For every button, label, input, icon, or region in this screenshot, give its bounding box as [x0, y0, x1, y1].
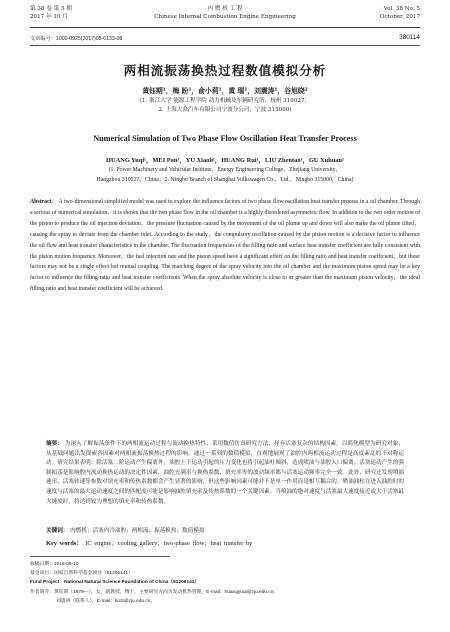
title-en: Numerical Simulation of Two Phase Flow Oscillation Heat Transfer Process: [93, 134, 357, 143]
keywords-cn-label: 关键词：: [46, 528, 69, 534]
corresponding-author: 刘震涛（联系人），E-mail：liuzt@zju.edu.cn。: [56, 598, 156, 604]
article-meta: [30, 35, 420, 42]
authors-cn: 黄钰期¹，梅 盼¹，俞小莉¹，黄 瑞¹，刘震涛¹，谷旭晓²: [142, 87, 308, 95]
authors-en: HUANG Yuqi¹，MEI Pan¹，YU Xiaoli¹，HUANG Rui¹，LIU Zhentao¹，GU Xuhuan²: [106, 157, 344, 164]
volume-issue-en: Vol. 38 No. 5: [383, 6, 420, 12]
header-center: [30, 6, 420, 21]
footnote-rule: [30, 556, 170, 557]
journal-name-cn: 内 燃 机 工 程: [207, 6, 243, 12]
keywords-cn-text: 内燃机；活塞内冷油腔；两相流；振荡换热；数值模拟: [70, 528, 205, 534]
abstract-cn-text: 为深入了解振荡条件下的两相流运动过程与流动换热特性，采用数值仿真研究方法，择弃活塞复杂的结构因素，以简化模型为研究对象，从基础问题出发探索各因素对两相流振荡换热过程的影响。通过一系列的数值模拟，直观地展现了油腔内两相流运动过程是高度紊乱的不对称运动。研究结果表明：除活塞二阶运动产生偏离外，油腔上下运动引起的压力变化也将引起油柱倾斜，造成喷油与油腔入口偏离；活塞运动产生的强制振荡是影响腔内流动换热运动的决定性因素，油腔充满率与换热系数、填充率等的波动频率都与活塞运动频率完全一致。此外，研究还发现喷油速率、活塞转速等参数对填充率和传热系数都会产生显著的影响，但这些影响因素可能并不是单一作用而是相互耦合的。喷油油柱在进入油腔时的速度与活塞的最大运动速度之间的匹配度可能是影响油腔填充率及传热系数的一个关键因素；当喷油的绝对速度与活塞最大速度接近或大于活塞最大速度时，将达到较为理想的填充率和传热系数。: [46, 441, 405, 505]
fund-cn: 基金项目：国家自然科学基金项目（51206141）: [30, 571, 133, 577]
affiliations-en: [46, 166, 404, 185]
abstract-cn: [46, 440, 404, 507]
affiliations-cn: [30, 97, 420, 115]
keywords-en: [46, 538, 404, 547]
footnotes: [30, 560, 420, 606]
affiliation-en-2: Hangzhou 310027，China；2. Ningbo Branch of Shanghai Volkswagen Co.，Ltd.，Ningbo 315000，China): [96, 176, 354, 183]
volume-issue: 第 38 卷 第 5 期: [30, 6, 72, 12]
keywords-en-text: IC engine；cooling gallery；two-phase flow；heat transfer by: [85, 540, 253, 547]
header-rule: [30, 27, 420, 28]
affiliation-cn-1: (1. 浙江大学 能源工程学院 动力机械及车辆研究所，杭州 310027；: [139, 98, 311, 104]
affiliation-cn-2: 2. 上海大众汽车有限公司宁波分公司，宁波 315000): [158, 107, 292, 113]
issue-date: 2017 年 10 月: [30, 13, 68, 20]
fund-en: Fund Project：National Natural Science Foundation of China（51206141）: [30, 580, 200, 586]
issue-date-en: October, 2017: [379, 13, 420, 20]
header-right: [380, 6, 420, 21]
author-intro: 作者简介：黄钰期（1979—），女，副教授，博士，主要研究方向为发动机热管理，E-mail：huangyuqi@zju.edu.cn；: [30, 589, 279, 595]
keywords-en-label: Key words：: [46, 540, 83, 547]
received-date: 收稿日期：2016-06-10: [30, 562, 79, 567]
article-number: 文章编号：1000-0925(2017)05-0133-08: [30, 36, 123, 42]
title-cn: 两相流振荡换热过程数值模拟分析: [123, 64, 327, 78]
journal-name-en: Chinese Internal Combustion Engine Engineering: [154, 13, 296, 20]
abstract-en-text: A two-dimensional simplified model was used to explore the influence factors of two phase flow oscillation heat transfer process in a oil chamber. Through a serious of numerical simulation，it is shown that the two phase flow in the oil chamber is a highly disordered asymmetric flow. In addition to the two order motion of the piston to produce the oil injection deviation，the pressure fluctuation caused by the movement of the oil plume up and down will also make the oil plume tilted，causing the spray to deviate from the chamber inlet. According to the study，the compulsory oscillation caused by the piston motion is a decisive factor to influence the oil flow and heat transfer characteristics in the chamber. The fluctuation frequencies of the filling ratio and surface heat transfer coefficient are fully consistent with the piston motion frequency. Moreover，the fuel injection rate and the piston speed have a significant effect on the filling ratio and heat transfer coefficient，but these factors may not be a single effect but mutual coupling. The matching degree of the spray velocity into the oil chamber and the maximum piston speed may be a key factor to influence the filling ratio and heat transfer coefficients. When the spray absolute velocity is close to or greater than the maximum piston velocity，the ideal filling ratio and heat transfer coefficient will be achieved.: [30, 199, 420, 293]
document-code: 380114: [399, 34, 420, 41]
running-header: [30, 6, 420, 32]
abstract-cn-label: 摘要：: [46, 441, 63, 447]
keywords-cn: [46, 526, 404, 534]
abstract-en-label: Abstract：: [30, 199, 58, 205]
meta-rule: [30, 45, 420, 46]
abstract-en: [30, 197, 420, 295]
affiliation-en-1: (1. Power Machinery and Vehicular Institute，Energy Engineering College，Zhejiang University，: [108, 167, 342, 173]
